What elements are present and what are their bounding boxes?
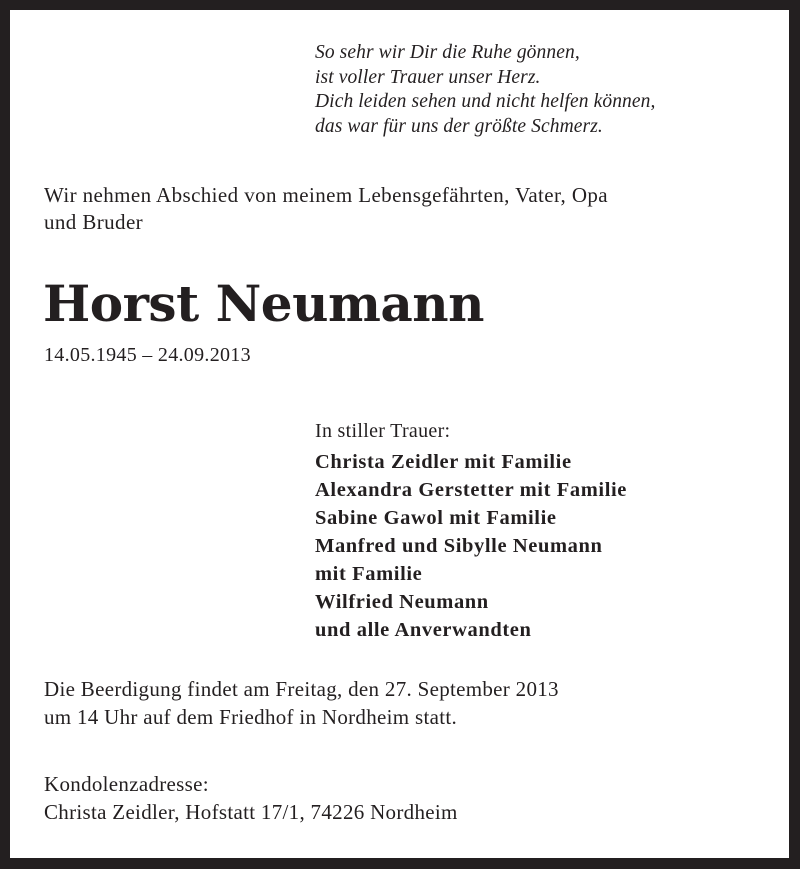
mourners-list xyxy=(315,448,627,644)
condolence-address: Christa Zeidler, Hofstatt 17/1, 74226 Nordheim xyxy=(44,800,458,824)
poem-line: ist voller Trauer unser Herz. xyxy=(315,66,541,88)
memorial-poem xyxy=(315,41,655,139)
funeral-line: um 14 Uhr auf dem Friedhof in Nordheim statt. xyxy=(44,705,458,729)
deceased-name: Horst Neumann xyxy=(43,274,484,333)
intro-line: Wir nehmen Abschied von meinem Lebensgefährten, Vater, Opa xyxy=(44,183,609,207)
mourner-line: Alexandra Gerstetter mit Familie xyxy=(315,479,627,501)
mourner-line: Manfred und Sibylle Neumann xyxy=(315,535,603,557)
mourner-line: Wilfried Neumann xyxy=(315,591,489,613)
poem-line: das war für uns der größte Schmerz. xyxy=(315,115,603,137)
poem-line: Dich leiden sehen und nicht helfen können, xyxy=(315,91,656,112)
condolence-label: Kondolenzadresse: xyxy=(44,772,209,796)
poem-line: So sehr wir Dir die Ruhe gönnen, xyxy=(315,42,580,63)
mourners-label: In stiller Trauer: xyxy=(315,420,451,442)
death-notice xyxy=(10,10,789,858)
funeral-details xyxy=(44,675,559,731)
mourner-line: Christa Zeidler mit Familie xyxy=(315,451,572,473)
intro-line: und Bruder xyxy=(44,210,144,234)
mourners-block xyxy=(315,418,627,644)
mourner-line: mit Familie xyxy=(315,563,423,585)
mourner-line: Sabine Gawol mit Familie xyxy=(315,507,557,529)
condolence-address-block xyxy=(44,770,458,826)
life-dates: 14.05.1945 – 24.09.2013 xyxy=(44,344,251,366)
farewell-intro xyxy=(44,182,784,236)
mourner-line: und alle Anverwandten xyxy=(315,619,532,641)
funeral-line: Die Beerdigung findet am Freitag, den 27. September 2013 xyxy=(44,677,559,701)
